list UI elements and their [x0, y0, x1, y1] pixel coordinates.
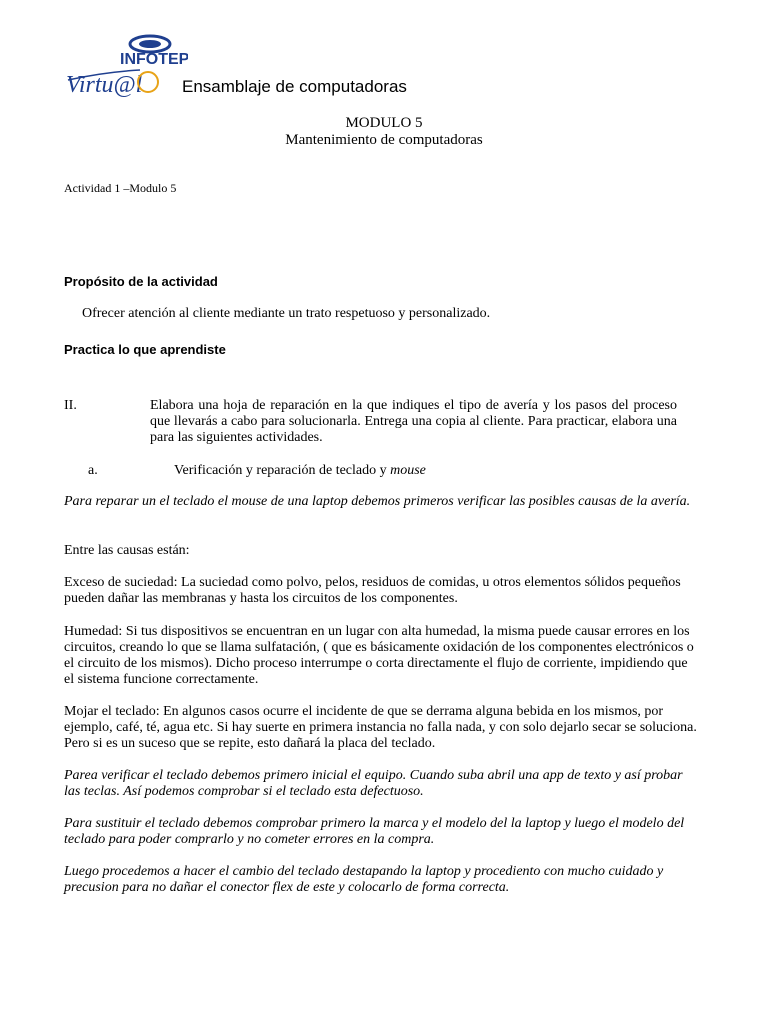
- purpose-heading: Propósito de la actividad: [64, 274, 218, 289]
- item-ii-text: Elabora una hoja de reparación en la que indiques el tipo de avería y los pasos del proceso que llevarás a cabo para solucionarla. Entrega una copia al cliente. Para practicar, elabora una para las siguientes actividades.: [150, 398, 677, 445]
- item-a-text-italic: mouse: [390, 463, 426, 478]
- item-a-letter: a.: [88, 463, 98, 478]
- logo-brand: INFOTEP: [120, 51, 188, 68]
- paragraph-causes-intro: Entre las causas están:: [64, 543, 190, 558]
- module-subtitle: Mantenimiento de computadoras: [285, 132, 483, 148]
- paragraph-replace: Para sustituir el teclado debemos comprobar primero la marca y el modelo del la laptop y luego el modelo del teclado para poder comprarlo y no cometer errores en la compra.: [64, 816, 685, 847]
- infotep-virtual-logo: [64, 30, 188, 100]
- paragraph-procedure: Luego procedemos a hacer el cambio del teclado destapando la laptop y procediento con mucho cuidado y precusion para no dañar el conector flex de este y colocarlo de forma correcta.: [64, 864, 664, 895]
- paragraph-dirt: Exceso de suciedad: La suciedad como polvo, pelos, residuos de comidas, u otros elementos sólidos pequeños pueden dañar las membranas y hasta los circuitos de los componentes.: [64, 575, 681, 606]
- infotep-logo-graphic: [64, 30, 188, 100]
- module-number: MODULO 5: [345, 115, 423, 131]
- paragraph-verify: Parea verificar el teclado debemos primero inicial el equipo. Cuando suba abril una app de texto y así probar las teclas. Así podemos comprobar si el teclado esta defectuoso.: [64, 768, 683, 799]
- paragraph-humidity: Humedad: Si tus dispositivos se encuentran en un lugar con alta humedad, la misma puede causar errores en los circuitos, creando lo que se llama sulfatación, ( que es básicamente oxidación de los componentes electrónicos o el circuito de los mismos). Dicho proceso interrumpe o corta directamente el flujo de corriente, impidiendo que el sistema funcione correctamente.: [64, 624, 694, 687]
- paragraph-repair-intro: Para reparar un el teclado el mouse de una laptop debemos primeros verificar las posibles causas de la avería.: [64, 494, 691, 509]
- purpose-text: Ofrecer atención al cliente mediante un trato respetuoso y personalizado.: [82, 306, 491, 321]
- paragraph-spill: Mojar el teclado: En algunos casos ocurre el incidente de que se derrama alguna bebida en los mismos, por ejemplo, café, té, agua etc. Si hay suerte en primera instancia no falla nada, y con solo dejarlo secar se soluciona. Pero si es un suceso que se repite, esto dañará la placa del teclado.: [64, 704, 697, 751]
- logo-subtitle: Virtu@l: [66, 72, 143, 98]
- practice-heading: Practica lo que aprendiste: [64, 342, 226, 357]
- item-a-text: [174, 463, 426, 479]
- item-a-text-regular: Verificación y reparación de teclado y: [174, 463, 391, 478]
- item-ii-number: II.: [64, 398, 77, 413]
- document-header-title: Ensamblaje de computadoras: [182, 77, 407, 96]
- activity-label: Actividad 1 –Modulo 5: [64, 181, 177, 195]
